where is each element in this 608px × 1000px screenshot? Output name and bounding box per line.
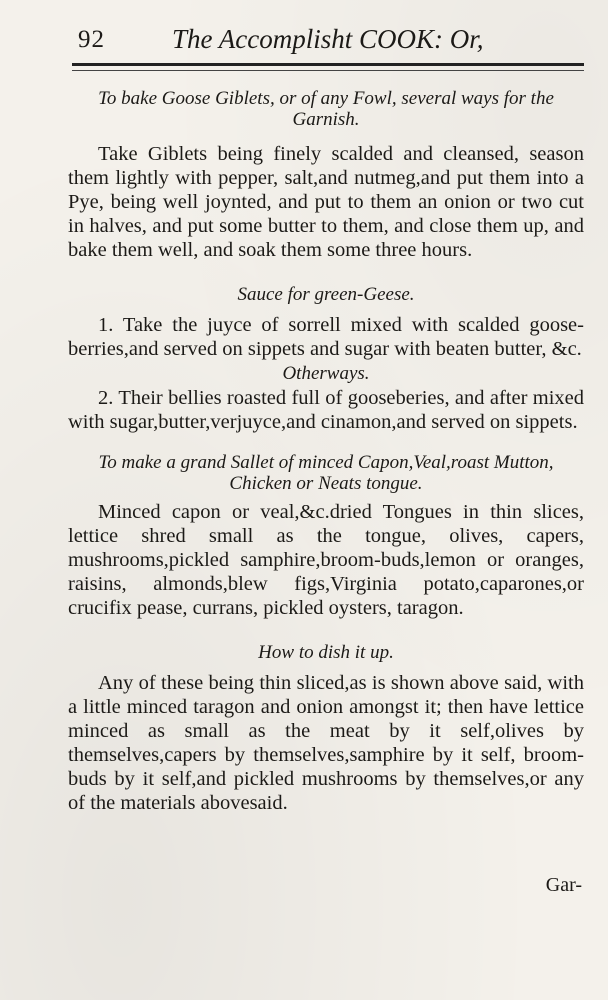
- header-rule-thin: [72, 70, 584, 71]
- section-heading-goose-giblets: To bake Goose Giblets, or of any Fowl, several ways for the Garnish.: [98, 88, 554, 130]
- section-text-otherways: 2. Their bellies roasted full of gooseberies, and after mixed with sugar,butter,verjuyce,and cinamon,and served on sippets.: [68, 387, 584, 433]
- section-heading-otherways: Otherways.: [282, 363, 370, 384]
- page-number: 92: [78, 26, 105, 53]
- catchword: Gar-: [545, 874, 582, 896]
- section-heading-grand-sallet: To make a grand Sallet of minced Capon,Veal,roast Mutton, Chicken or Neats tongue.: [98, 452, 554, 494]
- section-heading-how-to-dish: How to dish it up.: [258, 642, 394, 663]
- header-rule: [72, 63, 584, 66]
- running-title: The Accomplisht COOK: Or,: [172, 24, 484, 54]
- page-header: [72, 20, 584, 64]
- section-text-goose-giblets: Take Giblets being finely scalded and cleansed, season them lightly with pepper, salt,and nutmeg,and put them into a Pye, being well joynted, and put to them an onion or two cut in halves, and put some butter to them, and close them up, and bake them well, and soak them some three hours.: [68, 143, 584, 261]
- section-text-green-geese-sauce: 1. Take the juyce of sorrell mixed with scalded goose-berries,and served on sippets and sugar with beaten butter, &c.: [68, 314, 584, 360]
- section-text-grand-sallet: Minced capon or veal,&c.dried Tongues in thin slices, lettice shred small as the tongue, olives, capers, mushrooms,pickled samphire,broom-buds,lemon or oranges, raisins, almonds,blew figs,Virginia potato,caparones,or crucifix pease, currans, pickled oysters, taragon.: [68, 501, 584, 619]
- page-content: [68, 86, 584, 815]
- section-heading-green-geese-sauce: Sauce for green-Geese.: [237, 284, 415, 305]
- section-text-how-to-dish: Any of these being thin sliced,as is shown above said, with a little minced taragon and onion amongst it; then have lettice minced as small as the meat by it self,olives by themselves,capers by themselves,samphire by it self, broom-buds by it self,and pickled mushrooms by themselves,or any of the materials abovesaid.: [68, 672, 584, 814]
